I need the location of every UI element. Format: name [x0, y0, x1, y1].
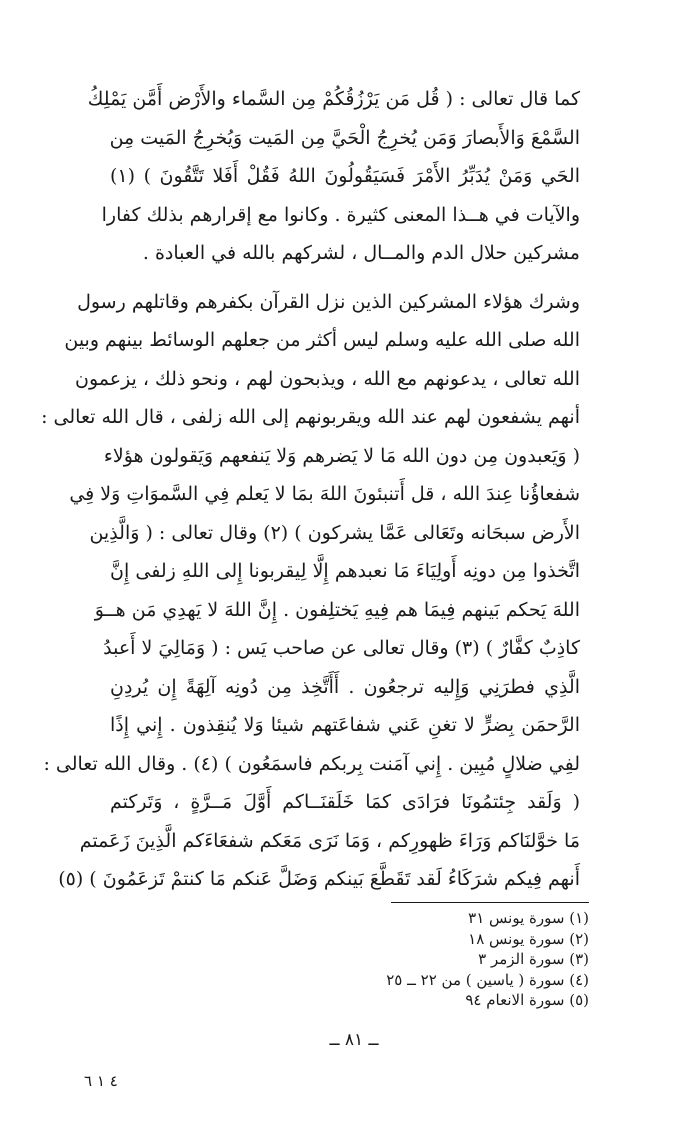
body-line: شفعاؤُنا عِندَ الله ، قل أَتنبئونَ اللهَ بمَا لا يَعلم فِي السَّموَاتِ وَلا فِي — [69, 483, 580, 505]
footnote: (٤) سورة ( ياسين ) من ٢٢ ــ ٢٥ — [386, 970, 589, 989]
body-line: ( وَلَقد جِئتمُونَا فرَادَى كمَا خَلَقنَــاكم أَوَّلَ مَــرَّةٍ ، وَتَركتم — [110, 791, 580, 813]
footnote: (٥) سورة الانعام ٩٤ — [465, 991, 589, 1009]
body-line: السَّمْعَ وَالأَبصارَ وَمَن يُخرِجُ الْحَيَّ مِن المَيت وَيُخرِجُ المَيت مِن — [109, 126, 580, 149]
body-line: اتَّخذوا مِن دونِه أَولِيَاءَ مَا نعبدهم إِلَّا لِيقربونا إِلى اللهِ زلفى إِنَّ — [110, 560, 580, 582]
footnote: (٢) سورة يونس ١٨ — [468, 929, 589, 948]
body-line: أَنهم فِيكم شرَكَاءُ لَقد تَقَطَّعَ بَينكم وَضَلَّ عَنكم مَا كنتمْ تَزعَمُونَ ) (٥) — [58, 868, 580, 890]
body-line: مشركين حلال الدم والمــال ، لشركهم بالله في العبادة . — [142, 242, 580, 264]
body-line: وشرك هؤلاء المشركين الذين نزل القرآن بكفرهم وقاتلهم رسول — [77, 290, 580, 313]
body-line: الله صلى الله عليه وسلم ليس أكثر من جعلهم الوسائط بينهم وبين — [64, 329, 580, 351]
body-line: الأَرض سبحَانه وتَعَالى عَمَّا يشركون ) (٢) وقال تعالى : ( وَالَّذِين — [89, 521, 580, 544]
page-body — [41, 80, 580, 899]
body-line: مَا خوَّلنَاكم وَرَاءَ ظهورِكم ، وَمَا نَرَى مَعَكم شفعَاءَكم الَّذِينَ زَعَمتم — [79, 829, 580, 852]
printer-signature-mark: ٤ ١ ٦ — [84, 1072, 118, 1090]
body-line: الرَّحمَن بِضرٍّ لا تغنِ عَني شفاعَتهم شيئا وَلا يُنقِذون . إِني إِذًا — [110, 714, 580, 736]
body-line: كاذِبٌ كفَّارٌ ) (٣) وقال تعالى عن صاحب يَس : ( وَمَالِيَ لا أَعبدُ — [103, 637, 580, 659]
body-line: الحَي وَمَنْ يُدَبِّرُ الأَمْرَ فَسَيَقُولُونَ اللهُ فَقُلْ أَفَلا تَتَّقُونَ ) (١) — [110, 165, 580, 187]
page-number: ــ ٨١ ــ — [329, 1030, 379, 1050]
footnotes — [330, 908, 589, 1011]
body-line: والآيات في هــذا المعنى كثيرة . وكانوا مع إقرارهم بذلك كفارا — [101, 203, 580, 226]
body-line: الله تعالى ، يدعونهم مع الله ، ويذبحون لهم ، ونحو ذلك ، يزعمون — [74, 367, 580, 390]
paragraph-gap — [110, 273, 580, 283]
body-line: كما قال تعالى : ( قُل مَن يَرْزُقُكُمْ مِن السَّماء والأَرْض أَمَّن يَمْلِكُ — [87, 88, 580, 110]
body-line: أنهم يشفعون لهم عند الله ويقربونهم إلى الله زلفى ، قال الله تعالى : — [41, 406, 580, 428]
footnote: (٣) سورة الزمر ٣ — [478, 950, 589, 968]
footnote-separator — [391, 902, 589, 903]
body-line: اللهَ يَحكم بَينهم فِيمَا هم فِيهِ يَختلِفون . إِنَّ اللهَ لا يَهدِي مَن هــوَ — [94, 598, 580, 621]
body-line: ( وَيَعبدون مِن دون الله مَا لا يَضرهم وَلا يَنفعهم وَيَقولون هؤلاء — [103, 444, 580, 467]
footnote: (١) سورة يونس ٣١ — [468, 909, 589, 927]
body-line: الَّذِي فطرَنِي وَإِليه ترجعُون . أَأَتَّخِذ مِن دُونِه آلِهَةً إِن يُردِنِ — [110, 675, 580, 698]
body-line: لفِي ضلالٍ مُبِين . إِني آمَنت بِربكم فاسمَعُون ) (٤) . وقال الله تعالى : — [43, 752, 580, 775]
